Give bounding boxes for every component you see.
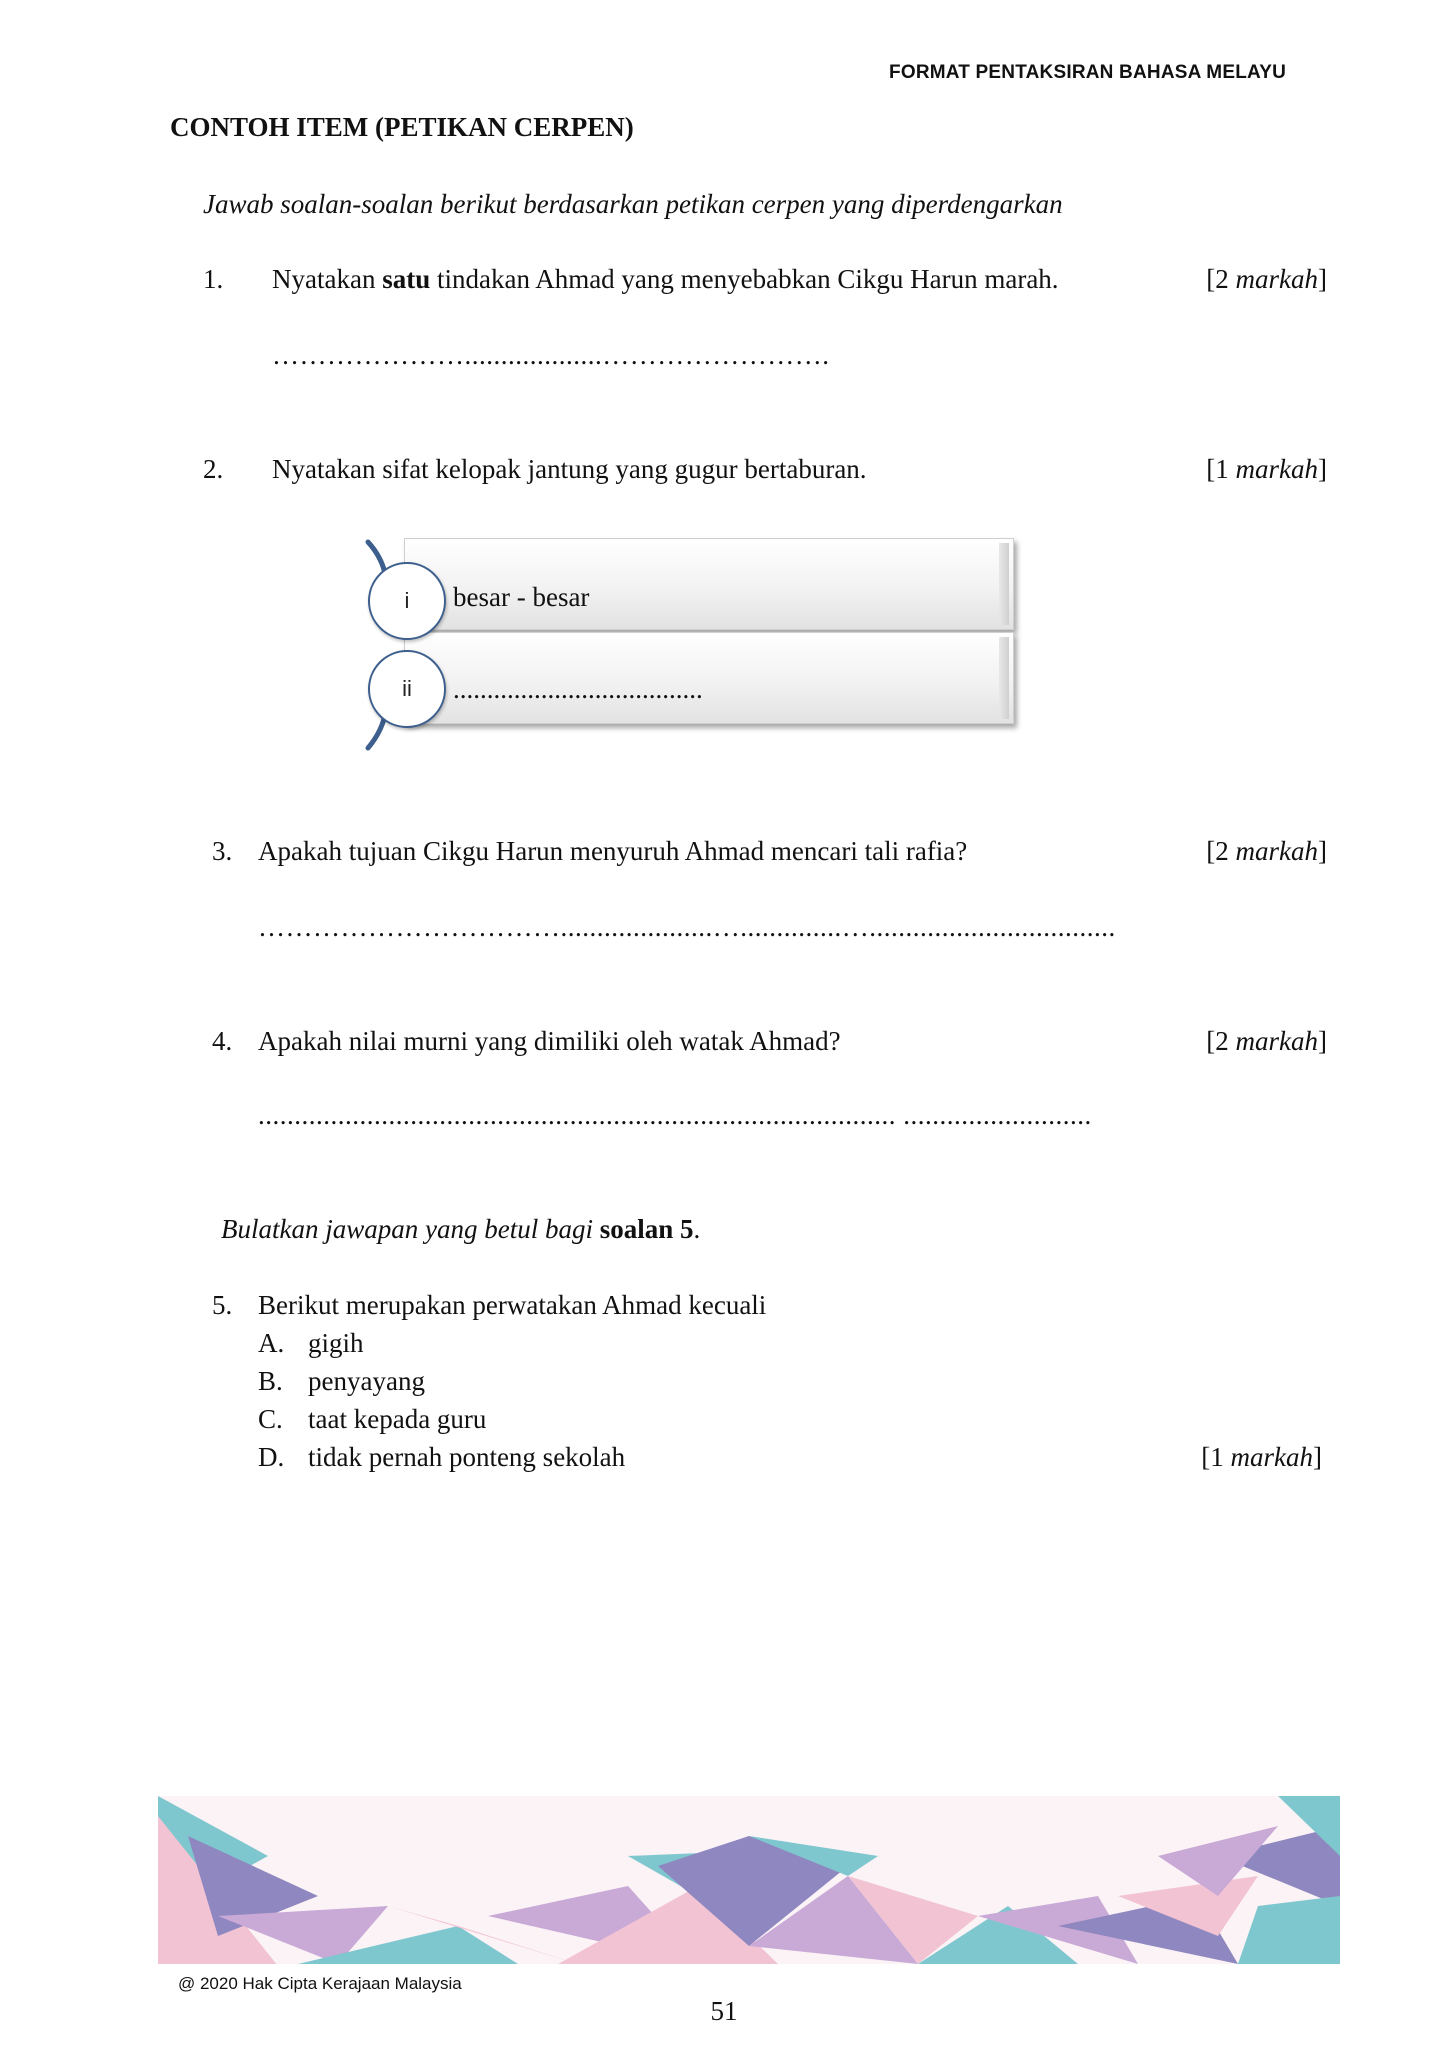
mcq-instruction: Bulatkan jawapan yang betul bagi soalan 5.	[221, 1214, 701, 1244]
question-4-number: 4.	[212, 1026, 233, 1056]
question-2-marks: [1 markah]	[1206, 454, 1327, 484]
question-3-number: 3.	[212, 836, 233, 866]
option-b[interactable]: B. penyayang	[258, 1366, 425, 1396]
question-4-text: Apakah nilai murni yang dimiliki oleh watak Ahmad?	[258, 1026, 841, 1056]
diagram-answer-2[interactable]: .....................................	[453, 674, 703, 704]
question-2-text: Nyatakan sifat kelopak jantung yang gugur bertaburan.	[272, 454, 867, 484]
copyright-text: @ 2020 Hak Cipta Kerajaan Malaysia	[178, 1974, 462, 1993]
question-2-number: 2.	[203, 454, 224, 484]
option-d[interactable]: D. tidak pernah ponteng sekolah	[258, 1442, 626, 1472]
instruction-text: Jawab soalan-soalan berikut berdasarkan petikan cerpen yang diperdengarkan	[203, 189, 1063, 219]
question-5-number: 5.	[212, 1290, 233, 1320]
question-1-answer-line[interactable]: …………………...................…………………….	[272, 340, 830, 370]
diagram-label-i: i	[368, 562, 446, 640]
page-header: FORMAT PENTAKSIRAN BAHASA MELAYU	[889, 62, 1286, 83]
answer-diagram	[360, 538, 1020, 754]
section-title: CONTOH ITEM (PETIKAN CERPEN)	[170, 112, 634, 142]
question-4-marks: [2 markah]	[1206, 1026, 1327, 1056]
question-1-marks: [2 markah]	[1206, 264, 1327, 294]
page-number: 51	[710, 1996, 738, 2026]
diagram-answer-1: besar - besar	[453, 582, 590, 612]
question-3-answer-line[interactable]: …………………………….....................…..............…..................................	[258, 912, 1116, 942]
option-c[interactable]: C. taat kepada guru	[258, 1404, 487, 1434]
question-1-text: Nyatakan satu tindakan Ahmad yang menyebabkan Cikgu Harun marah.	[272, 264, 1059, 294]
diagram-label-ii: ii	[368, 650, 446, 728]
question-3-text: Apakah tujuan Cikgu Harun menyuruh Ahmad mencari tali rafia?	[258, 836, 968, 866]
question-1-number: 1.	[203, 264, 224, 294]
question-5-text: Berikut merupakan perwatakan Ahmad kecuali	[258, 1290, 767, 1320]
question-5-marks: [1 markah]	[1201, 1442, 1322, 1472]
question-3-marks: [2 markah]	[1206, 836, 1327, 866]
question-4-answer-line[interactable]: ........................................................................................ ..........................	[258, 1100, 1092, 1130]
decorative-banner	[158, 1796, 1340, 1964]
option-a[interactable]: A. gigih	[258, 1328, 364, 1358]
